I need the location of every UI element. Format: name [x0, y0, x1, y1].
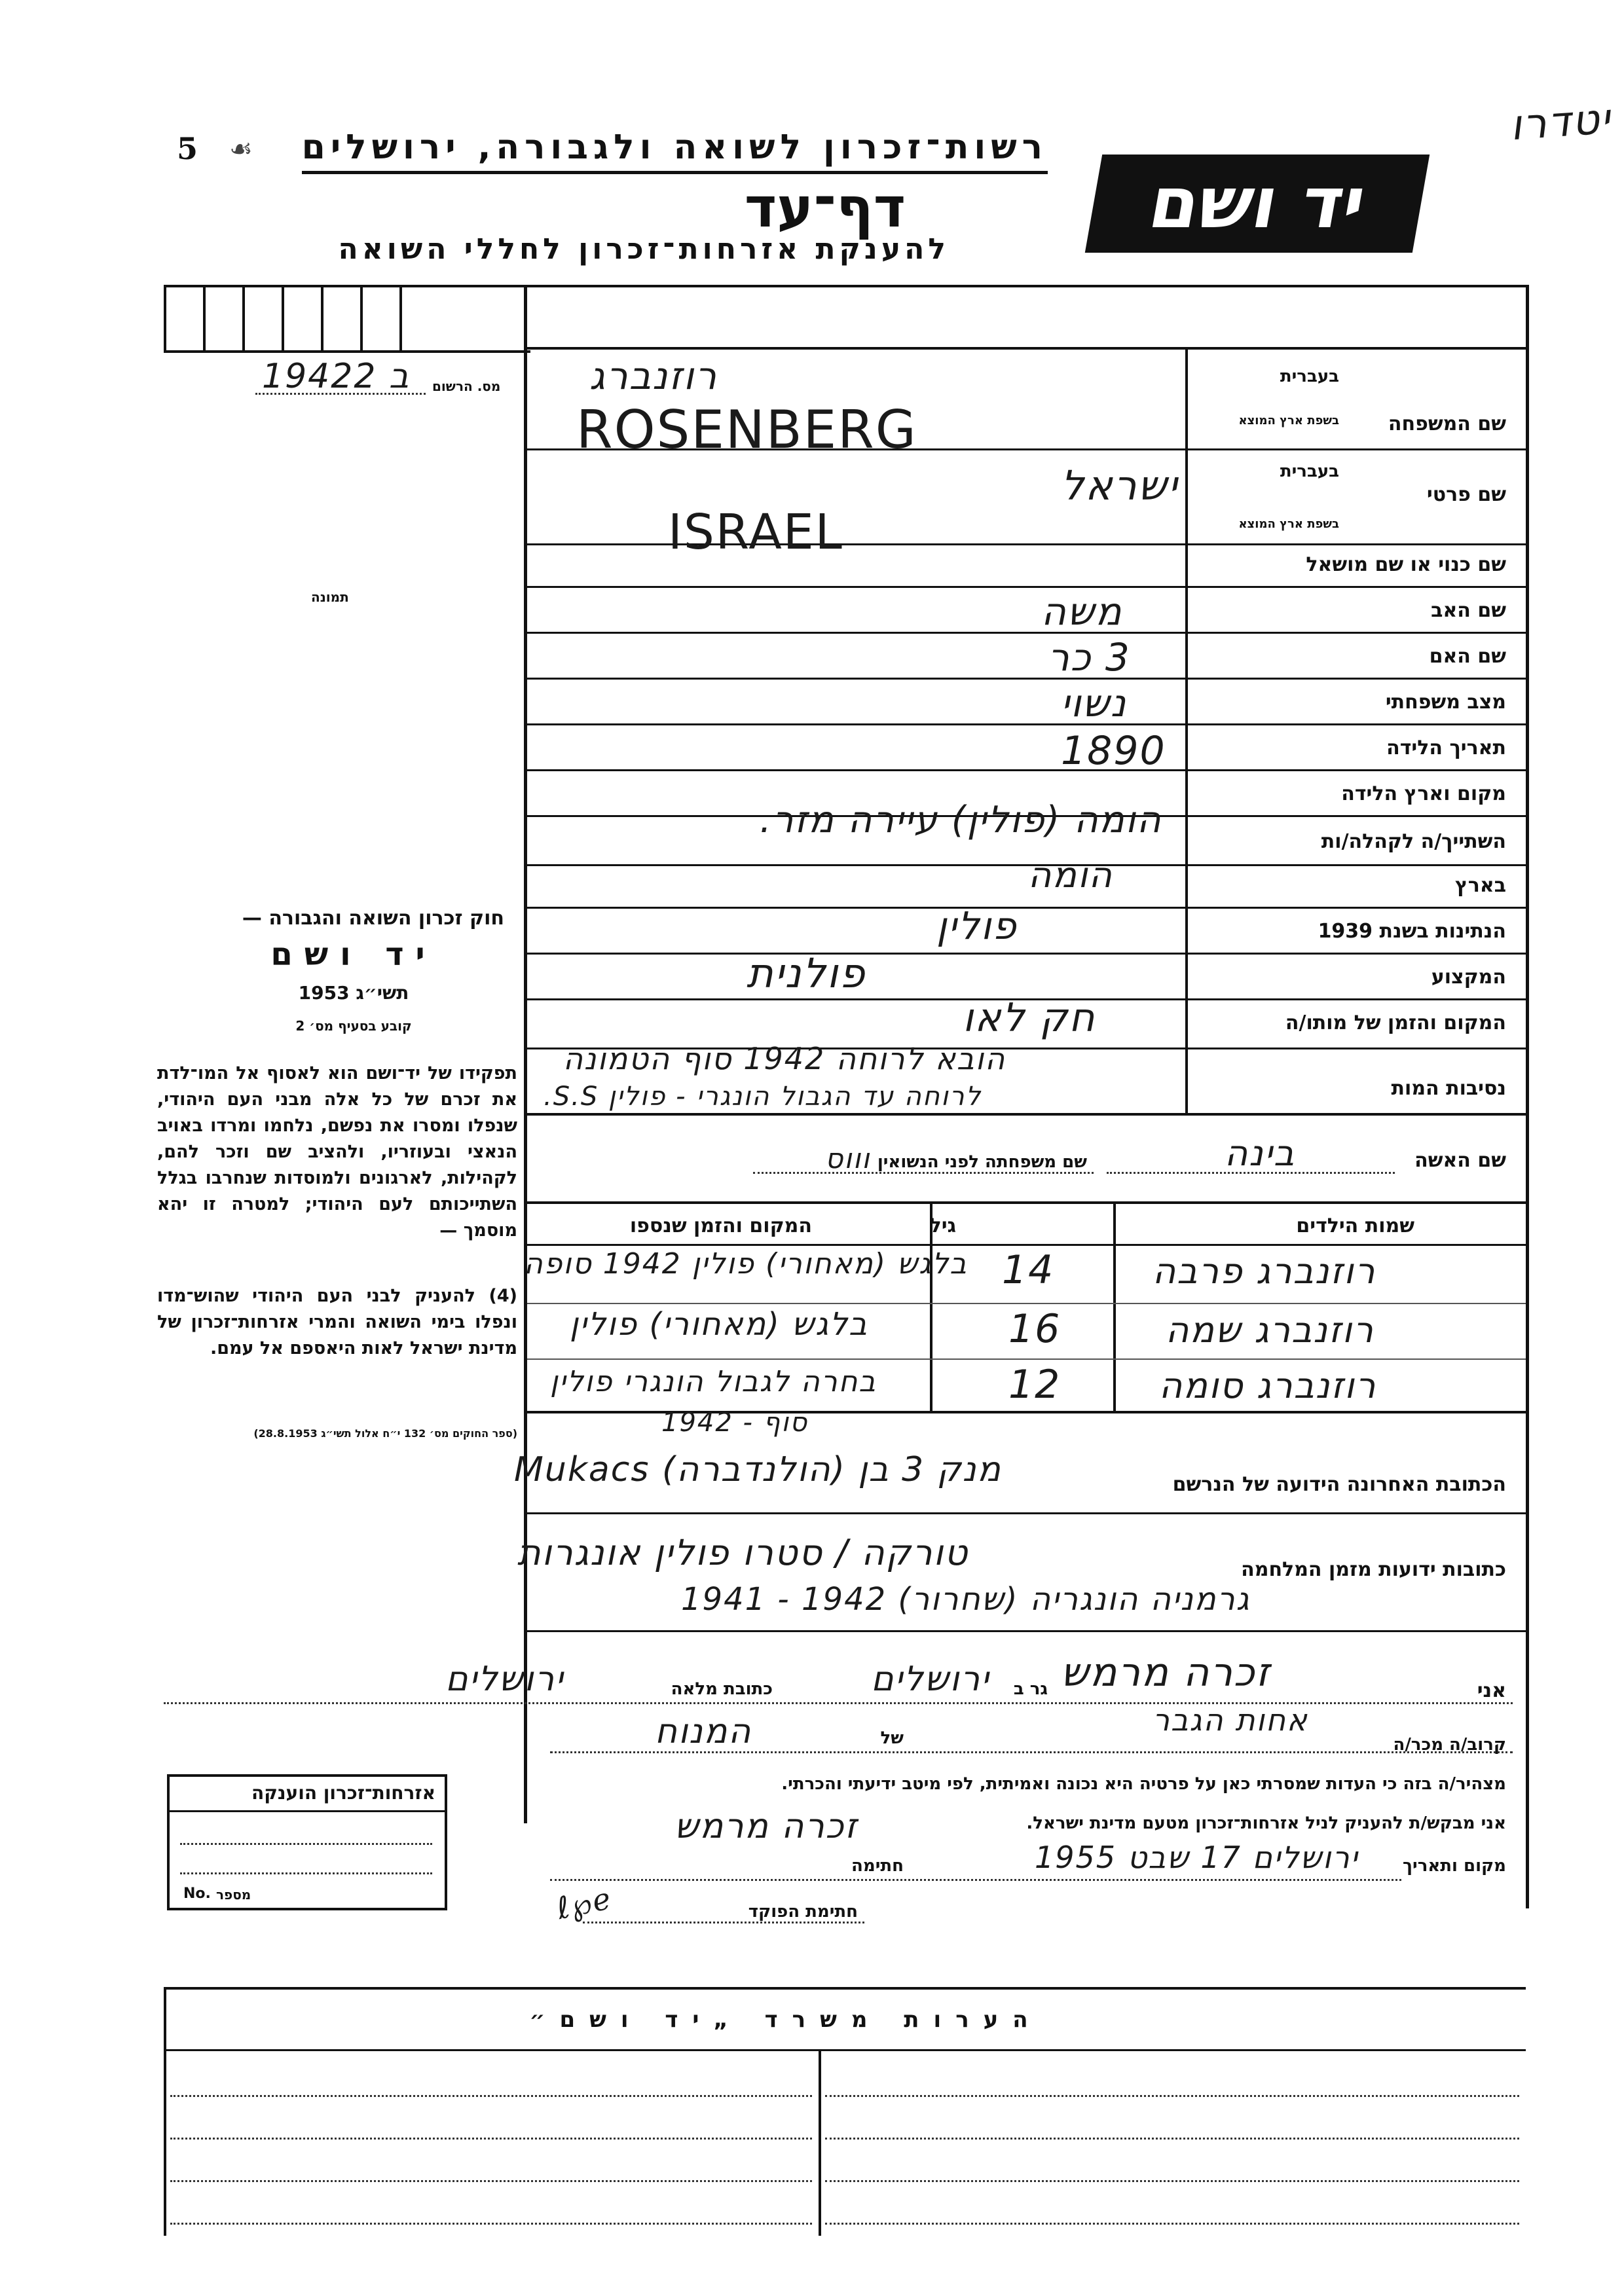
declaration-text-2: אני מבקש/ת להעניק לניל אזרחות־זכרון מטעם מדינת ישראל.: [1026, 1813, 1506, 1833]
first-name-hebrew-value[interactable]: ישראל: [1061, 462, 1179, 509]
children-after-note: סוף - 1942: [661, 1408, 809, 1438]
stamp-mark-icon: ☙: [229, 134, 253, 164]
wife-name-label: שם האשה: [1414, 1149, 1506, 1172]
profession-value[interactable]: פולנית: [747, 949, 866, 997]
profession-label: המקצוע: [1431, 966, 1506, 989]
family-name-latin-value[interactable]: ROSENBERG: [576, 399, 917, 460]
signature-value[interactable]: זכרה מרמש: [674, 1807, 858, 1846]
of-label: של: [880, 1728, 904, 1748]
first-name-hebrew-sub: בעברית: [1280, 462, 1339, 481]
marital-status-value[interactable]: נשוי: [1061, 681, 1128, 725]
family-name-hebrew-sub: בעברית: [1280, 367, 1339, 386]
law-title: חוק זכרון השואה והגבורה —: [242, 907, 504, 930]
page-title: דף־עד: [744, 175, 906, 240]
child-2-place[interactable]: בלגש (מאחורי) פולין: [570, 1306, 868, 1343]
declarant-gar-label: גר ב: [1013, 1679, 1048, 1699]
full-address-value[interactable]: ירושלים: [445, 1660, 564, 1699]
relation-label: קרוב/ה מכר/ה: [1393, 1735, 1506, 1755]
relation-value[interactable]: אחות הגבר: [1153, 1702, 1308, 1738]
law-year: תשי״ג 1953: [298, 982, 409, 1004]
family-name-origin-sub: בשפת ארץ המוצא: [1238, 414, 1339, 428]
declarant-city-value[interactable]: ירושלים: [871, 1660, 990, 1699]
child-2-name[interactable]: רוזנברג שמה: [1166, 1309, 1375, 1351]
first-name-latin-value[interactable]: ISRAEL: [668, 504, 843, 560]
mother-name-label: שם האם: [1429, 645, 1506, 668]
death-circumstances-value[interactable]: הובא לרוחה 1942 סוף הטמונה: [563, 1041, 1006, 1076]
children-age-header: גיל: [929, 1214, 956, 1237]
mother-name-value[interactable]: 3 כר: [1048, 635, 1131, 680]
country-value[interactable]: הומה: [1028, 854, 1113, 896]
last-address-label: הכתובת האחרונה הידועה של הנרשם: [1172, 1473, 1506, 1496]
law-source: (ספר החוקים מס׳ 132 י״ח אלול תשי״ג 28.8.1953): [253, 1427, 517, 1440]
officer-signature-scrawl: ℓ℘ℯ: [553, 1880, 616, 1927]
family-name-label: שם המשפחה: [1388, 412, 1506, 435]
child-2-age[interactable]: 16: [1008, 1306, 1061, 1352]
wife-maiden-value[interactable]: וווס: [825, 1142, 871, 1175]
law-text: תפקידו של יד־ושם הוא לאסוף אל המו־לדת את זכרם של כל אלה מבני העם היהודי, שנפלו ומסרו את נפשם, נלחמו ומרדו באויב הנאצי ובעוזריו, ולהציב שם וזכר להם, לקהילות, לארגונים ולמוסדות שנחרבו בגלל השתייכותם לעם היהודי; למטרה זו יהא מוסמך —: [157, 1063, 517, 1241]
death-circumstances-label: נסיבות המות: [1391, 1077, 1506, 1100]
place-date-value[interactable]: ירושלים 17 שבט 1955: [1035, 1840, 1359, 1875]
marital-status-label: מצב משפחתי: [1385, 691, 1506, 714]
child-3-age[interactable]: 12: [1008, 1362, 1061, 1408]
child-3-place[interactable]: בחרה לגבול הונגרי פולין: [550, 1365, 877, 1398]
wife-maiden-label: שם משפחתה לפני הנשואין: [877, 1152, 1087, 1172]
alias-label: שם כנוי או שם מושאל: [1306, 553, 1506, 576]
war-address-value-2[interactable]: גרמניה הונגריה (שחרור) 1942 - 1941: [681, 1581, 1251, 1618]
first-name-origin-sub: בשפת ארץ המוצא: [1238, 517, 1339, 531]
child-1-place[interactable]: בלגש (מאחורי) פולין 1942 סופה: [524, 1247, 968, 1281]
office-notes-title: הערות משרד „יד ושם״: [529, 2007, 1043, 2033]
death-place-time-value[interactable]: חק לאו: [963, 995, 1096, 1041]
child-3-name[interactable]: רוזנברג סומה: [1159, 1365, 1377, 1406]
father-name-label: שם האב: [1431, 599, 1506, 622]
nationality-value[interactable]: פולין: [936, 903, 1018, 948]
award-no-label: No.: [183, 1886, 211, 1902]
birth-place-label: מקום וארץ הלידה: [1341, 782, 1506, 805]
first-name-label: שם פרטי: [1426, 483, 1506, 506]
place-date-label: מקום ותאריך: [1403, 1856, 1506, 1876]
org-line: רשות־זכרון לשואה ולגבורה, ירושלים: [302, 128, 1048, 174]
declarant-ani-label: אני: [1477, 1679, 1506, 1702]
community-label: השתייך/ה לקהלה/ות: [1321, 830, 1506, 853]
war-address-label: כתובות ידועות מזמן המלחמה: [1241, 1558, 1506, 1581]
signature-label: חתימה: [851, 1856, 904, 1876]
declarant-name-value[interactable]: זכרה מרמש: [1061, 1650, 1271, 1696]
child-1-name[interactable]: רוזנברג פרבה: [1153, 1250, 1376, 1292]
death-place-time-label: המקום והזמן של מותו/ה: [1285, 1011, 1506, 1034]
family-name-hebrew-value[interactable]: רוזנברג: [589, 354, 718, 398]
page-subtitle: להענקת אזרחות־זכרון לחללי השואה: [338, 232, 950, 266]
photo-label: תמונה: [311, 589, 349, 605]
child-1-age[interactable]: 14: [1002, 1247, 1055, 1293]
full-address-label: כתובת מלאה: [671, 1679, 773, 1699]
children-place-header: המקום והזמן שנספו: [629, 1214, 812, 1237]
yad-vashem-logo: יד ושם: [1085, 155, 1430, 253]
birth-date-value[interactable]: 1890: [1061, 728, 1166, 774]
nationality-label: הנתינות בשנת 1939: [1318, 920, 1506, 943]
children-names-header: שמות הילדים: [1296, 1214, 1414, 1237]
wife-name-value[interactable]: בינה: [1225, 1133, 1296, 1174]
community-value[interactable]: הומה (פולין) עיירה מזר.: [760, 799, 1162, 841]
law-text-2: (4) להעניק לבני העם היהודי שהוש־מדו ונפלו בימי השואה והמרי אזרחות־זכרון של מדינת ישראל לאות היאספם אל עמם.: [157, 1286, 517, 1358]
death-circumstances-extra[interactable]: לרוחה עד הגבול הונגרי - פולין S.S.: [544, 1082, 982, 1112]
corner-handwritten-note: יטדרו: [1508, 94, 1613, 151]
birth-date-label: תאריך הלידה: [1386, 737, 1506, 759]
law-clause: קובע בסעיף מס׳ 2: [295, 1018, 412, 1034]
registration-label: מס. הרשום: [432, 378, 501, 394]
declaration-text-1: מצהיר/ה בזה כי העדות שמסרתי כאן על פרטיה היא נכונה ואמיתית, לפי מיטב ידיעתי והכרתי.: [781, 1774, 1506, 1794]
award-box-title: אזרחות־זכרון הוענקה: [251, 1782, 435, 1804]
officer-signature-label: חתימת הפוקד: [748, 1902, 858, 1922]
registration-number: 19422 ב: [262, 357, 411, 396]
award-number-label: מספר: [216, 1887, 251, 1903]
page-number: 5: [177, 131, 198, 166]
country-label: בארץ: [1454, 874, 1506, 897]
war-address-value[interactable]: טורקה / סטרו פולין אונגרות: [517, 1532, 969, 1573]
father-name-value[interactable]: משה: [1041, 589, 1123, 634]
of-value[interactable]: המנוח: [655, 1712, 752, 1751]
law-name: יד ושם: [270, 936, 437, 973]
last-address-value[interactable]: מנק 3 בן (הולנדברה) Mukacs: [514, 1450, 1002, 1489]
